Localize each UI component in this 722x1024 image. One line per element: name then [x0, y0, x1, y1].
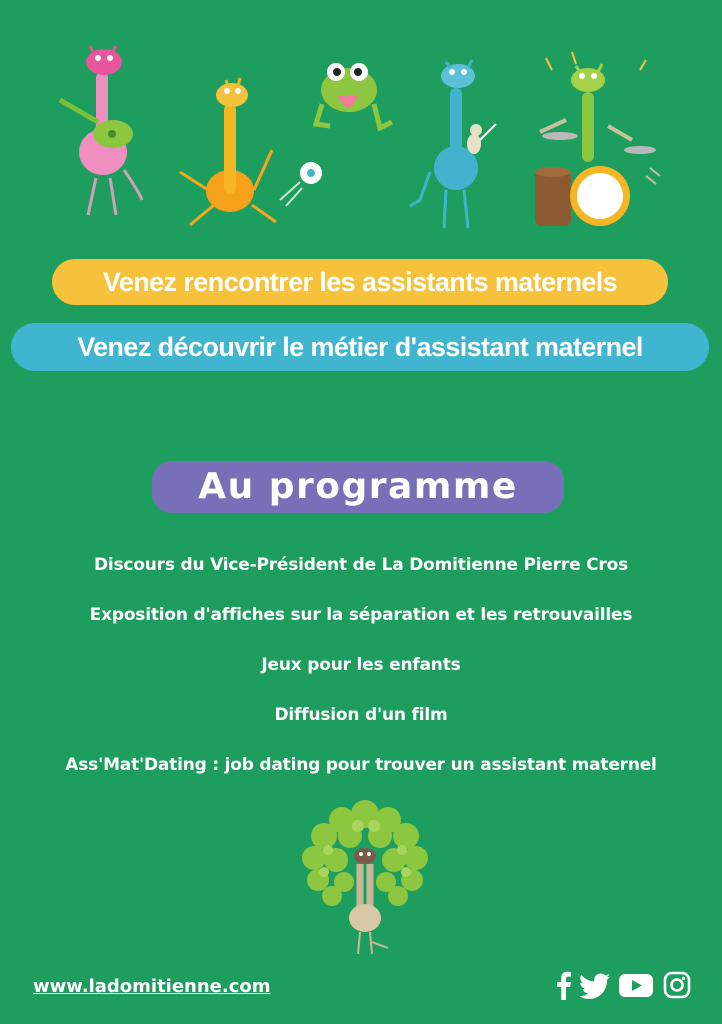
program-item: Exposition d'affiches sur la séparation et les retrouvailles [89, 605, 633, 625]
program-item: Diffusion d'un film [274, 705, 448, 725]
peacock-tree-icon [300, 796, 430, 961]
program-item: Ass'Mat'Dating : job dating pour trouver un assistant maternel [65, 755, 657, 775]
green-giraffe-drums-icon [535, 52, 660, 226]
twitter-icon[interactable] [580, 970, 612, 1000]
banner-discover-profession: Venez découvrir le métier d'assistant maternel [11, 323, 709, 371]
banner-meet-assistants: Venez rencontrer les assistants maternels [52, 259, 668, 305]
program-list [0, 548, 722, 798]
blue-giraffe-baby-icon [410, 60, 496, 228]
instagram-icon[interactable] [663, 970, 691, 1000]
youtube-icon[interactable] [619, 970, 653, 1000]
facebook-icon[interactable] [555, 970, 573, 1000]
program-title: Au programme [152, 461, 564, 513]
program-item: Jeux pour les enfants [261, 655, 461, 675]
website-link[interactable]: www.ladomitienne.com [33, 976, 271, 997]
frog-icon [316, 63, 392, 128]
orange-giraffe-soccer-icon [180, 78, 322, 225]
animals-illustration [0, 30, 722, 240]
pink-giraffe-guitar-icon [60, 46, 142, 215]
program-item: Discours du Vice-Président de La Domitienne Pierre Cros [93, 555, 629, 575]
